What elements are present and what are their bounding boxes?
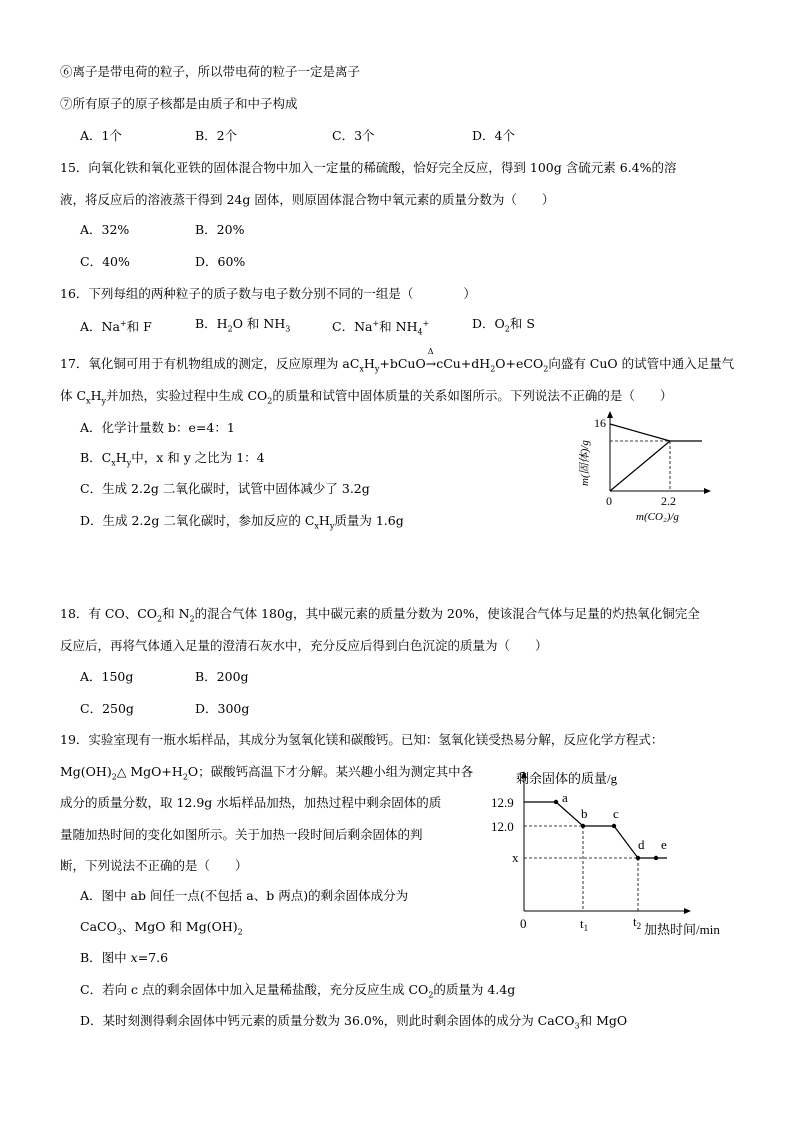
q19-stem-line5: 断，下列说法不正确的是（ ） xyxy=(60,858,248,873)
q17-solid-increase-line xyxy=(610,441,670,491)
q19-xtick-t1: $t_1$ xyxy=(580,916,589,933)
q17-option-b: B．$C_xH_y$中，x 和 y 之比为 1：4 xyxy=(80,450,265,468)
q14-option-d: D．4个 xyxy=(472,128,515,143)
q17-stem-line2: 体 $C_xH_y$并加热，实验过程中生成 $CO_2$的质量和试管中固体质量的关系如图所示。下列说法不正确的是（ ） xyxy=(60,388,673,406)
q19-option-a-line2: CaCO$_3$、MgO 和 $Mg(OH)_2$ xyxy=(80,919,243,937)
q19-label-e: e xyxy=(661,837,667,852)
q19-xtick-t2: $t_2$ xyxy=(633,914,642,931)
q16-option-a: A．Na+和 F xyxy=(80,319,152,335)
q18-option-a: A．150g xyxy=(80,669,134,684)
q18-option-d: D．300g xyxy=(195,701,250,716)
q17-stem-line1: 17．氧化铜可用于有机物组成的测定，反应原理为 $aC_xH_y+bCuO$ Δ $\to cCu+dH_2O+eCO_2$向盛有 CuO 的试管中通入足量气 xyxy=(60,356,734,378)
q19-stem-line4: 量随加热时间的变化如图所示。关于加热一段时间后剩余固体的判 xyxy=(60,827,423,842)
q15-option-c: C．40% xyxy=(80,254,130,269)
q15-option-a: A．32% xyxy=(80,222,130,237)
q19-origin: 0 xyxy=(520,916,527,931)
q19-ytick-12-9: 12.9 xyxy=(491,795,514,810)
q19-point-a xyxy=(554,800,558,804)
q17-x-label: m(CO₂)/g xyxy=(636,511,679,523)
q19-stem-line3: 成分的质量分数，取 12.9g 水垢样品加热，加热过程中剩余固体的质 xyxy=(60,795,442,810)
q19-option-b: B．图中 x=7.6 xyxy=(80,950,169,965)
q19-point-b xyxy=(581,824,585,828)
q17-origin: 0 xyxy=(606,494,612,508)
q19-label-c: c xyxy=(613,806,619,821)
q19-option-c: C．若向 c 点的剩余固体中加入足量稀盐酸，充分反应生成 $CO_2$的质量为 4.4g xyxy=(80,982,516,1000)
q19-point-d xyxy=(636,856,640,860)
heat-symbol: Δ xyxy=(427,347,434,356)
q17-option-a: A．化学计量数 b：e=4：1 xyxy=(80,420,235,435)
q18-stem-line2: 反应后，再将气体通入足量的澄清石灰水中，充分反应后得到白色沉淀的质量为（ ） xyxy=(60,638,548,653)
q17-option-d: D．生成 2.2g 二氧化碳时，参加反应的 $C_xH_y$质量为 1.6g xyxy=(80,513,404,531)
statement-7: ⑦所有原子的原子核都是由质子和中子构成 xyxy=(60,96,298,111)
q17-solid-decrease-line xyxy=(610,424,670,441)
q16-option-c: C．Na+和 $NH_4^+$ xyxy=(332,319,430,337)
q19-option-a-line1: A．图中 ab 间任一点(不包括 a、b 两点)的剩余固体成分为 xyxy=(80,888,409,903)
q16-option-d: D．$O_2$和 S xyxy=(472,316,535,334)
q19-curve xyxy=(524,802,667,858)
q19-label-b: b xyxy=(581,806,588,821)
q16-stem: 16．下列每组的两种粒子的质子数与电子数分别不同的一组是（ ） xyxy=(60,286,476,301)
q15-option-b: B．20% xyxy=(195,222,245,237)
q19-stem-line1: 19．实验室现有一瓶水垢样品，其成分为氢氧化镁和碳酸钙。已知：氢氧化镁受热易分解，反应化学方程式： xyxy=(60,732,664,747)
q19-chart xyxy=(486,764,740,942)
q19-x-label: 加热时间/min xyxy=(644,922,720,937)
q19-point-c xyxy=(612,824,616,828)
q19-label-d: d xyxy=(638,837,645,852)
q17-option-c: C．生成 2.2g 二氧化碳时，试管中固体减少了 3.2g xyxy=(80,481,370,496)
q14-option-a: A．1个 xyxy=(80,128,122,143)
q17-ytick-16: 16 xyxy=(594,416,606,430)
q17-xtick-2-2: 2.2 xyxy=(661,494,676,508)
q17-chart xyxy=(570,408,740,533)
q15-stem-line2: 液，将反应后的溶液蒸干得到 24g 固体，则原固体混合物中氧元素的质量分数为（ ） xyxy=(60,192,555,207)
q19-stem-line2: $Mg(OH)_2\triangle$ $MgO+H_2O$；碳酸钙高温下才分解。某兴趣小组为测定其中各 xyxy=(60,764,474,782)
q19-option-d: D．某时刻测得剩余固体中钙元素的质量分数为 36.0%，则此时剩余固体的成分为 CaCO$_3$和 MgO xyxy=(80,1013,628,1031)
q14-option-b: B．2个 xyxy=(195,128,238,143)
q17-y-label: m(固体)/g xyxy=(579,440,591,486)
q15-option-d: D．60% xyxy=(195,254,246,269)
q16-option-b: B．$H_2O$ 和 $NH_3$ xyxy=(195,316,291,334)
q19-point-e xyxy=(654,856,658,860)
q19-label-a: a xyxy=(562,790,568,805)
q19-ytick-12-0: 12.0 xyxy=(491,819,514,834)
q18-option-c: C．250g xyxy=(80,701,134,716)
q14-option-c: C．3个 xyxy=(332,128,375,143)
q19-y-label: 剩余固体的质量/g xyxy=(516,771,618,786)
q19-ytick-x: x xyxy=(512,850,519,865)
statement-6: ⑥离子是带电荷的粒子，所以带电荷的粒子一定是离子 xyxy=(60,64,361,79)
q15-stem-line1: 15．向氧化铁和氧化亚铁的固体混合物中加入一定量的稀硫酸，恰好完全反应，得到 100g 含硫元素 6.4%的溶 xyxy=(60,160,677,175)
q18-stem-line1: 18．有 CO、$CO_2$和 $N_2$的混合气体 180g，其中碳元素的质量分数为 20%，使该混合气体与足量的灼热氧化铜完全 xyxy=(60,606,700,624)
q18-option-b: B．200g xyxy=(195,669,249,684)
